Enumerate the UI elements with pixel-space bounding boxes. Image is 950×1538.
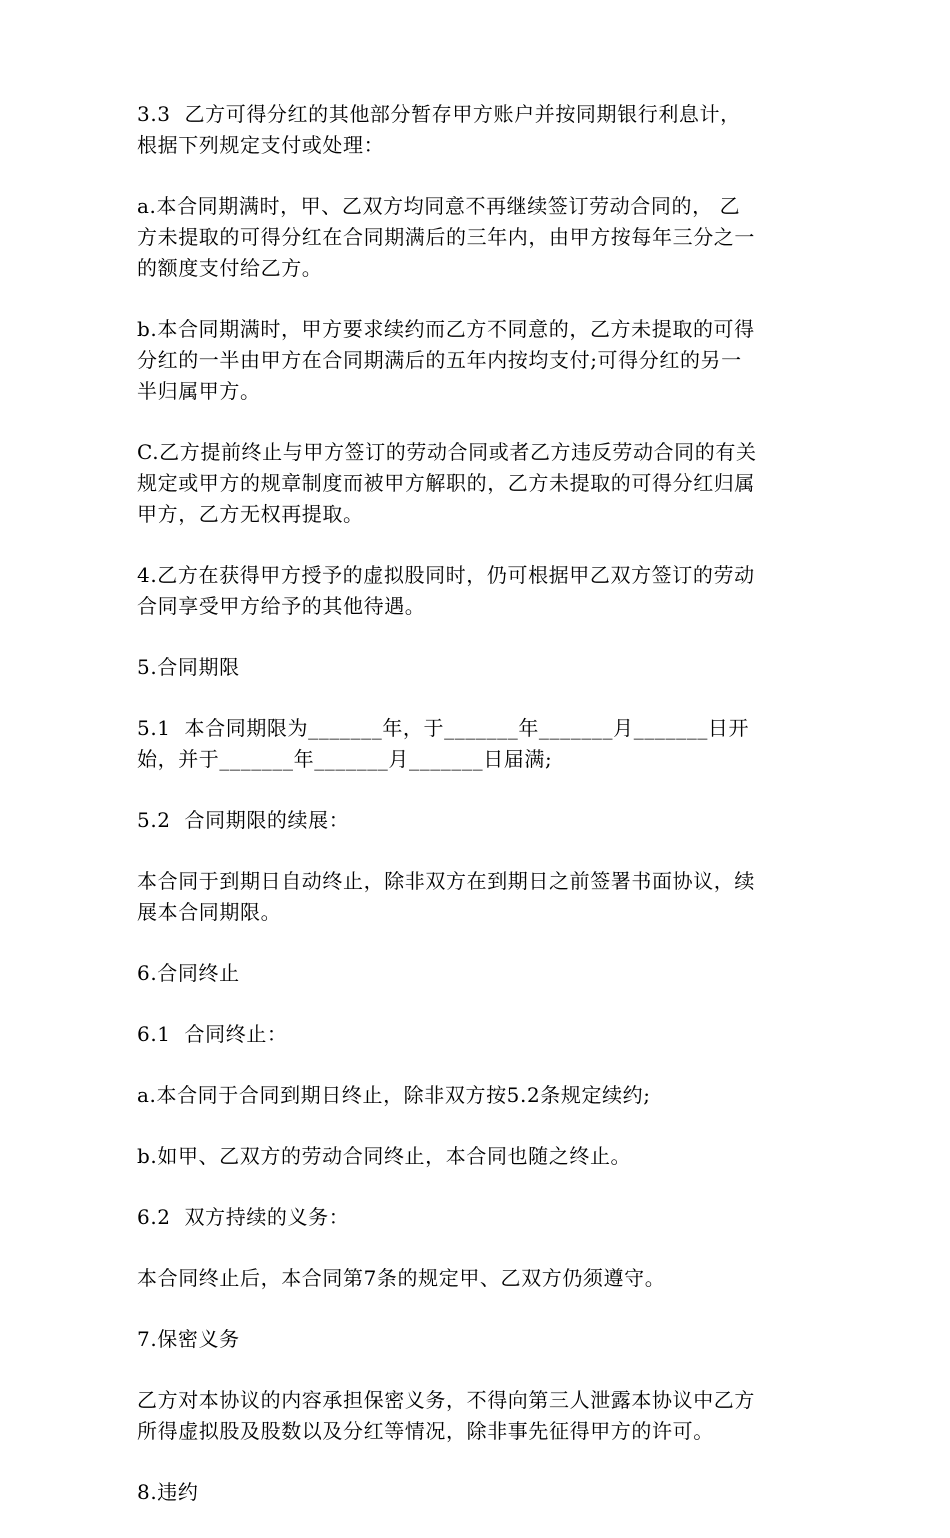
- contract-paragraph: [137, 99, 817, 161]
- contract-paragraph: [137, 652, 817, 683]
- contract-paragraph: [137, 1263, 817, 1294]
- contract-paragraph: [137, 1324, 817, 1355]
- contract-paragraph: [137, 1202, 817, 1233]
- paragraph-line: 8.违约: [137, 1480, 199, 1504]
- contract-paragraph: [137, 437, 817, 530]
- paragraph-line: 5.2 合同期限的续展：: [137, 808, 350, 832]
- contract-paragraph: [137, 314, 817, 407]
- contract-paragraph: [137, 191, 817, 284]
- paragraph-line: 甲方，乙方无权再提取。: [137, 502, 364, 526]
- contract-paragraph: [137, 1080, 817, 1111]
- paragraph-line: a.本合同于合同到期日终止，除非双方按5.2条规定续约;: [137, 1083, 651, 1107]
- paragraph-line: 展本合同期限。: [137, 900, 282, 924]
- contract-paragraph: [137, 866, 817, 928]
- paragraph-line: a.本合同期满时，甲、乙双方均同意不再继续签订劳动合同的， 乙: [137, 194, 741, 218]
- paragraph-line: 所得虚拟股及股数以及分红等情况，除非事先征得甲方的许可。: [137, 1419, 714, 1443]
- paragraph-line: 乙方对本协议的内容承担保密义务，不得向第三人泄露本协议中乙方: [137, 1388, 755, 1412]
- paragraph-line: 6.1 合同终止：: [137, 1022, 288, 1046]
- contract-paragraph: [137, 805, 817, 836]
- paragraph-line: 的额度支付给乙方。: [137, 256, 323, 280]
- paragraph-line: 规定或甲方的规章制度而被甲方解职的，乙方未提取的可得分红归属: [137, 471, 755, 495]
- paragraph-line: 本合同终止后，本合同第7条的规定甲、乙双方仍须遵守。: [137, 1266, 666, 1290]
- contract-paragraph: [137, 713, 817, 775]
- paragraph-line: 本合同于到期日自动终止，除非双方在到期日之前签署书面协议，续: [137, 869, 755, 893]
- paragraph-line: 7.保密义务: [137, 1327, 240, 1351]
- document-body: [137, 99, 817, 1538]
- contract-paragraph: [137, 560, 817, 622]
- paragraph-line: b.本合同期满时，甲方要求续约而乙方不同意的，乙方未提取的可得: [137, 317, 755, 341]
- paragraph-line: 6.合同终止: [137, 961, 240, 985]
- paragraph-line: 4.乙方在获得甲方授予的虚拟股同时，仍可根据甲乙双方签订的劳动: [137, 563, 755, 587]
- paragraph-line: 合同享受甲方给予的其他待遇。: [137, 594, 426, 618]
- contract-paragraph: [137, 1385, 817, 1447]
- paragraph-line: 分红的一半由甲方在合同期满后的五年内按均支付;可得分红的另一: [137, 348, 742, 372]
- paragraph-line: 6.2 双方持续的义务：: [137, 1205, 350, 1229]
- contract-paragraph: [137, 1141, 817, 1172]
- paragraph-line: 5.1 本合同期限为_______年，于_______年_______月_______日开: [137, 716, 750, 740]
- paragraph-line: 5.合同期限: [137, 655, 240, 679]
- paragraph-line: 方未提取的可得分红在合同期满后的三年内，由甲方按每年三分之一: [137, 225, 755, 249]
- paragraph-line: 半归属甲方。: [137, 379, 261, 403]
- paragraph-line: 始，并于_______年_______月_______日届满;: [137, 747, 553, 771]
- contract-paragraph: [137, 1019, 817, 1050]
- contract-paragraph: [137, 1477, 817, 1508]
- paragraph-line: b.如甲、乙双方的劳动合同终止，本合同也随之终止。: [137, 1144, 632, 1168]
- contract-paragraph: [137, 958, 817, 989]
- paragraph-line: 根据下列规定支付或处理：: [137, 133, 385, 157]
- paragraph-line: C.乙方提前终止与甲方签订的劳动合同或者乙方违反劳动合同的有关: [137, 440, 757, 464]
- paragraph-line: 3.3 乙方可得分红的其他部分暂存甲方账户并按同期银行利息计，: [137, 102, 741, 126]
